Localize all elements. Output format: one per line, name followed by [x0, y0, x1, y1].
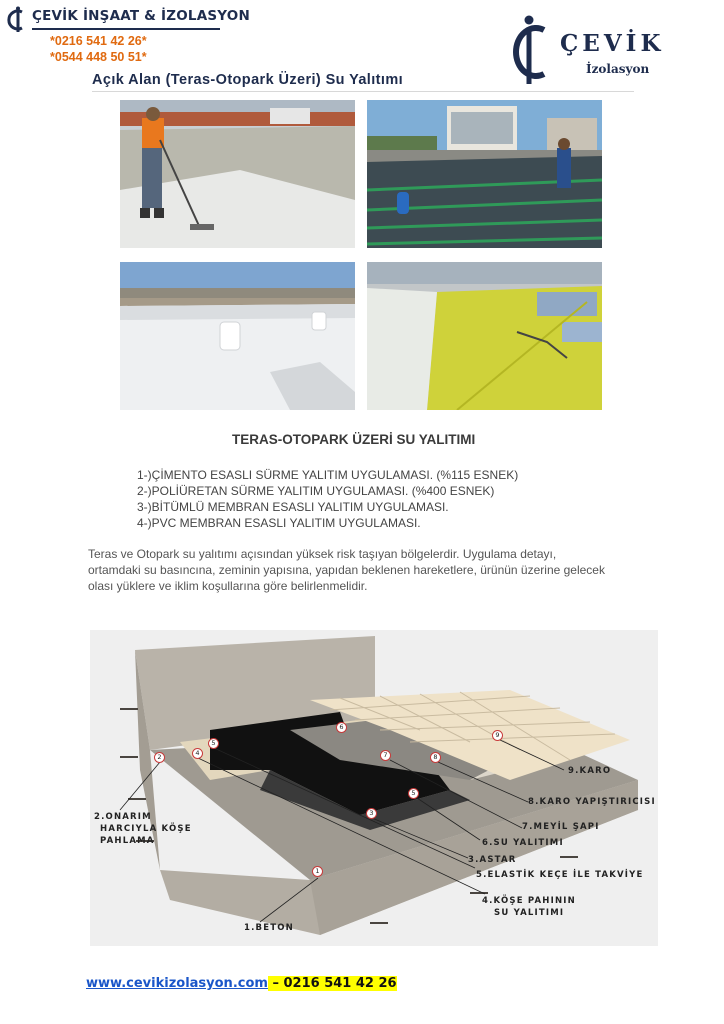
label-tile: 9.KARO — [568, 766, 612, 776]
website-link[interactable]: www.cevikizolasyon.com — [86, 976, 268, 991]
method-item: 2-)POLİÜRETAN SÜRME YALITIM UYGULAMASI. (%400 ESNEK) — [137, 484, 495, 498]
company-underline — [32, 28, 220, 30]
callout-number: 4 — [192, 748, 203, 759]
label-corner-insulation-2: SU YALITIMI — [494, 908, 565, 918]
callout-number: 5 — [208, 738, 219, 749]
label-waterproofing: 6.SU YALITIMI — [482, 838, 564, 848]
callout-number: 8 — [430, 752, 441, 763]
footer-contact — [86, 976, 397, 991]
callout-number: 2 — [154, 752, 165, 763]
brand-logo — [508, 14, 552, 88]
label-corner-insulation-1: 4.KÖŞE PAHININ — [482, 896, 576, 906]
label-repair-mortar-2: HARCIYLA KÖŞE — [100, 824, 192, 834]
company-name: ÇEVİK İNŞAAT & İZOLASYON — [32, 8, 250, 24]
callout-number: 5 — [408, 788, 419, 799]
company-logo-small — [6, 6, 30, 36]
callout-number: 1 — [312, 866, 323, 877]
phone-number-2: *0544 448 50 51* — [50, 50, 147, 64]
label-repair-mortar-1: 2.ONARIM — [94, 812, 152, 822]
title-divider — [92, 91, 634, 92]
callout-number: 3 — [366, 808, 377, 819]
label-tile-adhesive: 8.KARO YAPIŞTIRICISI — [528, 797, 656, 807]
description-paragraph: Teras ve Otopark su yalıtımı açısından yüksek risk taşıyan bölgelerdir. Uygulama detayı, ortamdaki su basıncına, zeminin yapısına, yapıdan beklenen hareketlere, ürünün üzerine gelecek olası yüklere ve iklim koşullarına göre belirlenmelidir. — [88, 547, 605, 593]
label-primer: 3.ASTAR — [468, 855, 517, 865]
label-concrete: 1.BETON — [244, 923, 294, 933]
label-slope-screed: 7.MEYİL ŞAPI — [522, 822, 600, 832]
page-title: Açık Alan (Teras-Otopark Üzeri) Su Yalıtımı — [92, 72, 404, 88]
photo-roof-membrane-application — [367, 100, 602, 248]
phone-number-1: *0216 541 42 26* — [50, 34, 147, 48]
brand-subtitle: İzolasyon — [586, 62, 650, 76]
section-heading: TERAS-OTOPARK ÜZERİ SU YALITIMI — [232, 432, 476, 447]
method-item: 4-)PVC MEMBRAN ESASLI YALITIM UYGULAMASI. — [137, 516, 421, 530]
photo-white-coated-terrace — [120, 262, 355, 410]
photo-yellow-membrane-roof — [367, 262, 602, 410]
callout-number: 9 — [492, 730, 503, 741]
callout-number: 6 — [336, 722, 347, 733]
callout-number: 7 — [380, 750, 391, 761]
waterproofing-layer-diagram — [90, 630, 658, 946]
footer-phone: – 0216 541 42 26 — [267, 976, 397, 991]
method-item: 1-)ÇİMENTO ESASLI SÜRME YALITIM UYGULAMASI. (%115 ESNEK) — [137, 468, 519, 482]
insulation-methods-list — [137, 467, 518, 531]
label-elastic-felt: 5.ELASTİK KEÇE İLE TAKVİYE — [476, 870, 644, 880]
brand-name: ÇEVİK — [560, 30, 665, 57]
photo-worker-applying-coating — [120, 100, 355, 248]
method-item: 3-)BİTÜMLÜ MEMBRAN ESASLI YALITIM UYGULAMASI. — [137, 500, 449, 514]
label-repair-mortar-3: PAHLAMA — [100, 836, 155, 846]
